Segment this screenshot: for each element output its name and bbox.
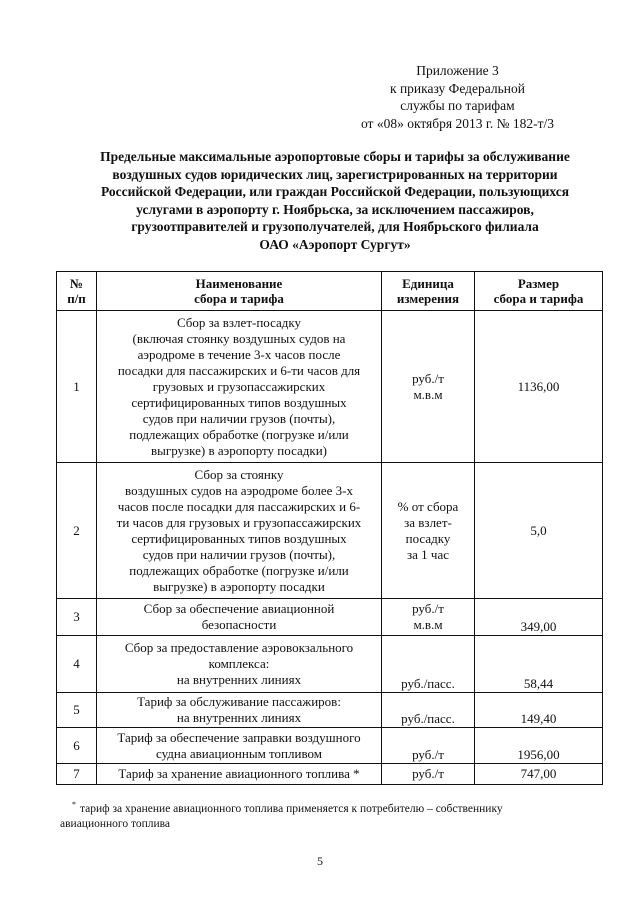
row-size: 349,00 <box>475 599 603 636</box>
row-unit <box>382 311 475 463</box>
row-size: 149,40 <box>475 693 603 728</box>
title-line: грузоотправителей и грузополучателей, для Ноябрьского филиала <box>131 219 539 234</box>
row-unit <box>382 764 475 785</box>
unit-line: за 1 час <box>407 546 449 562</box>
header-text: Единица <box>402 276 454 291</box>
unit-line: руб./т <box>412 747 444 762</box>
title-line: воздушных судов юридических лиц, зарегистрированных на территории <box>112 166 558 182</box>
footnote-line: авиационного топлива <box>60 817 171 830</box>
row-number: 5 <box>57 693 97 728</box>
row-name <box>97 636 382 693</box>
name-line: комплекса: <box>208 656 270 671</box>
unit-line: руб./т <box>412 601 444 616</box>
name-line: воздушных судов на аэродроме более 3-х <box>125 482 353 498</box>
appendix-line: Приложение 3 <box>416 63 499 78</box>
name-line: сертифицированных типов воздушных <box>131 530 347 546</box>
header-text: Размер <box>517 276 560 291</box>
row-unit <box>382 599 475 636</box>
name-line: сертифицированных типов воздушных <box>131 394 347 410</box>
row-unit <box>382 728 475 764</box>
name-line: Тариф за обеспечение заправки воздушного <box>117 729 361 745</box>
name-line: подлежащих обработке (погрузке и/или <box>129 426 349 442</box>
unit-line: посадку <box>405 530 451 546</box>
header-text: сбора и тарифа <box>493 291 584 306</box>
title-line: Предельные максимальные аэропортовые сборы и тарифы за обслуживание <box>100 149 570 164</box>
unit-line: за взлет- <box>404 514 452 530</box>
name-line: посадки для пассажирских и 6-ти часов для <box>117 362 361 378</box>
name-line: (включая стоянку воздушных судов на <box>132 330 346 346</box>
name-line: выгрузке) в аэропорту посадки) <box>151 442 327 458</box>
name-line: Сбор за стоянку <box>194 466 284 482</box>
name-line: Тариф за обслуживание пассажиров: <box>137 694 341 709</box>
footnote <box>60 797 632 832</box>
header-text: № <box>69 276 84 291</box>
unit-line: руб./пасс. <box>401 676 455 691</box>
table-row <box>57 693 603 728</box>
header-text: измерения <box>396 291 460 306</box>
header-text: сбора и тарифа <box>194 291 284 306</box>
document-title <box>50 148 620 253</box>
name-line: часов после посадки для пассажирских и 6- <box>117 498 361 514</box>
row-number: 6 <box>57 728 97 764</box>
tariff-table <box>56 271 603 785</box>
row-number: 2 <box>57 463 97 599</box>
name-line: на внутренних линиях <box>176 672 302 687</box>
table-row <box>57 728 603 764</box>
appendix-line: службы по тарифам <box>400 98 515 113</box>
name-line: Сбор за предоставление аэровокзального <box>124 640 354 655</box>
name-line: Сбор за обеспечение авиационной <box>143 601 335 616</box>
header-text: п/п <box>67 291 86 306</box>
name-line: на внутренних линиях <box>176 710 302 725</box>
unit-line: м.в.м <box>413 386 443 402</box>
row-number: 1 <box>57 311 97 463</box>
row-size: 1956,00 <box>475 728 603 764</box>
header-size <box>475 272 603 311</box>
row-name <box>97 764 382 785</box>
footnote-line <box>72 797 632 817</box>
name-line: судна авиационным топливом <box>156 745 322 761</box>
footnote-marker: * <box>72 800 76 809</box>
appendix-order-line: от «08» октября 2013 г. № 182-т/3 <box>360 115 555 131</box>
table-header-row <box>57 272 603 311</box>
name-line: аэродроме в течение 3-х часов после <box>137 346 341 362</box>
table-row <box>57 311 603 463</box>
header-unit <box>382 272 475 311</box>
table-row <box>57 463 603 599</box>
page-number: 5 <box>317 854 323 868</box>
header-number <box>57 272 97 311</box>
row-name <box>97 693 382 728</box>
unit-line: м.в.м <box>413 617 443 632</box>
title-line: услугами в аэропорту г. Ноябрьска, за исключением пассажиров, <box>136 201 534 217</box>
row-size: 5,0 <box>475 463 603 599</box>
name-line: Тариф за хранение авиационного топлива * <box>118 766 360 781</box>
row-unit <box>382 636 475 693</box>
appendix-block <box>335 62 580 132</box>
unit-line: руб./т <box>412 370 444 386</box>
name-line: судов при наличии грузов (почты), <box>142 410 336 426</box>
title-line: Российской Федерации, или граждан Российской Федерации, пользующихся <box>100 184 570 199</box>
row-number: 3 <box>57 599 97 636</box>
name-line: ти часов для грузовых и грузопассажирских <box>116 514 362 530</box>
name-line: грузовых и грузопассажирских <box>152 378 326 394</box>
row-size: 747,00 <box>475 764 603 785</box>
row-size: 58,44 <box>475 636 603 693</box>
appendix-line: к приказу Федеральной <box>390 80 525 96</box>
table-row <box>57 764 603 785</box>
row-size: 1136,00 <box>475 311 603 463</box>
name-line: судов при наличии грузов (почты), <box>142 546 336 562</box>
row-name <box>97 463 382 599</box>
row-name <box>97 599 382 636</box>
unit-line: руб./пасс. <box>401 711 455 726</box>
unit-line: % от сбора <box>397 498 459 514</box>
row-unit <box>382 693 475 728</box>
table-row <box>57 599 603 636</box>
title-line: ОАО «Аэропорт Сургут» <box>259 236 411 252</box>
header-name <box>97 272 382 311</box>
name-line: безопасности <box>201 617 277 632</box>
header-text: Наименование <box>195 276 283 291</box>
name-line: выгрузке) в аэропорту посадки <box>153 578 325 594</box>
row-name <box>97 311 382 463</box>
row-number: 4 <box>57 636 97 693</box>
name-line: Сбор за взлет-посадку <box>176 314 302 330</box>
row-number: 7 <box>57 764 97 785</box>
row-unit <box>382 463 475 599</box>
name-line: подлежащих обработке (погрузке и/или <box>129 562 349 578</box>
footnote-text: тариф за хранение авиационного топлива применяется к потребителю – собственнику <box>80 802 503 815</box>
row-name <box>97 728 382 764</box>
table-row <box>57 636 603 693</box>
unit-line: руб./т <box>412 766 444 781</box>
